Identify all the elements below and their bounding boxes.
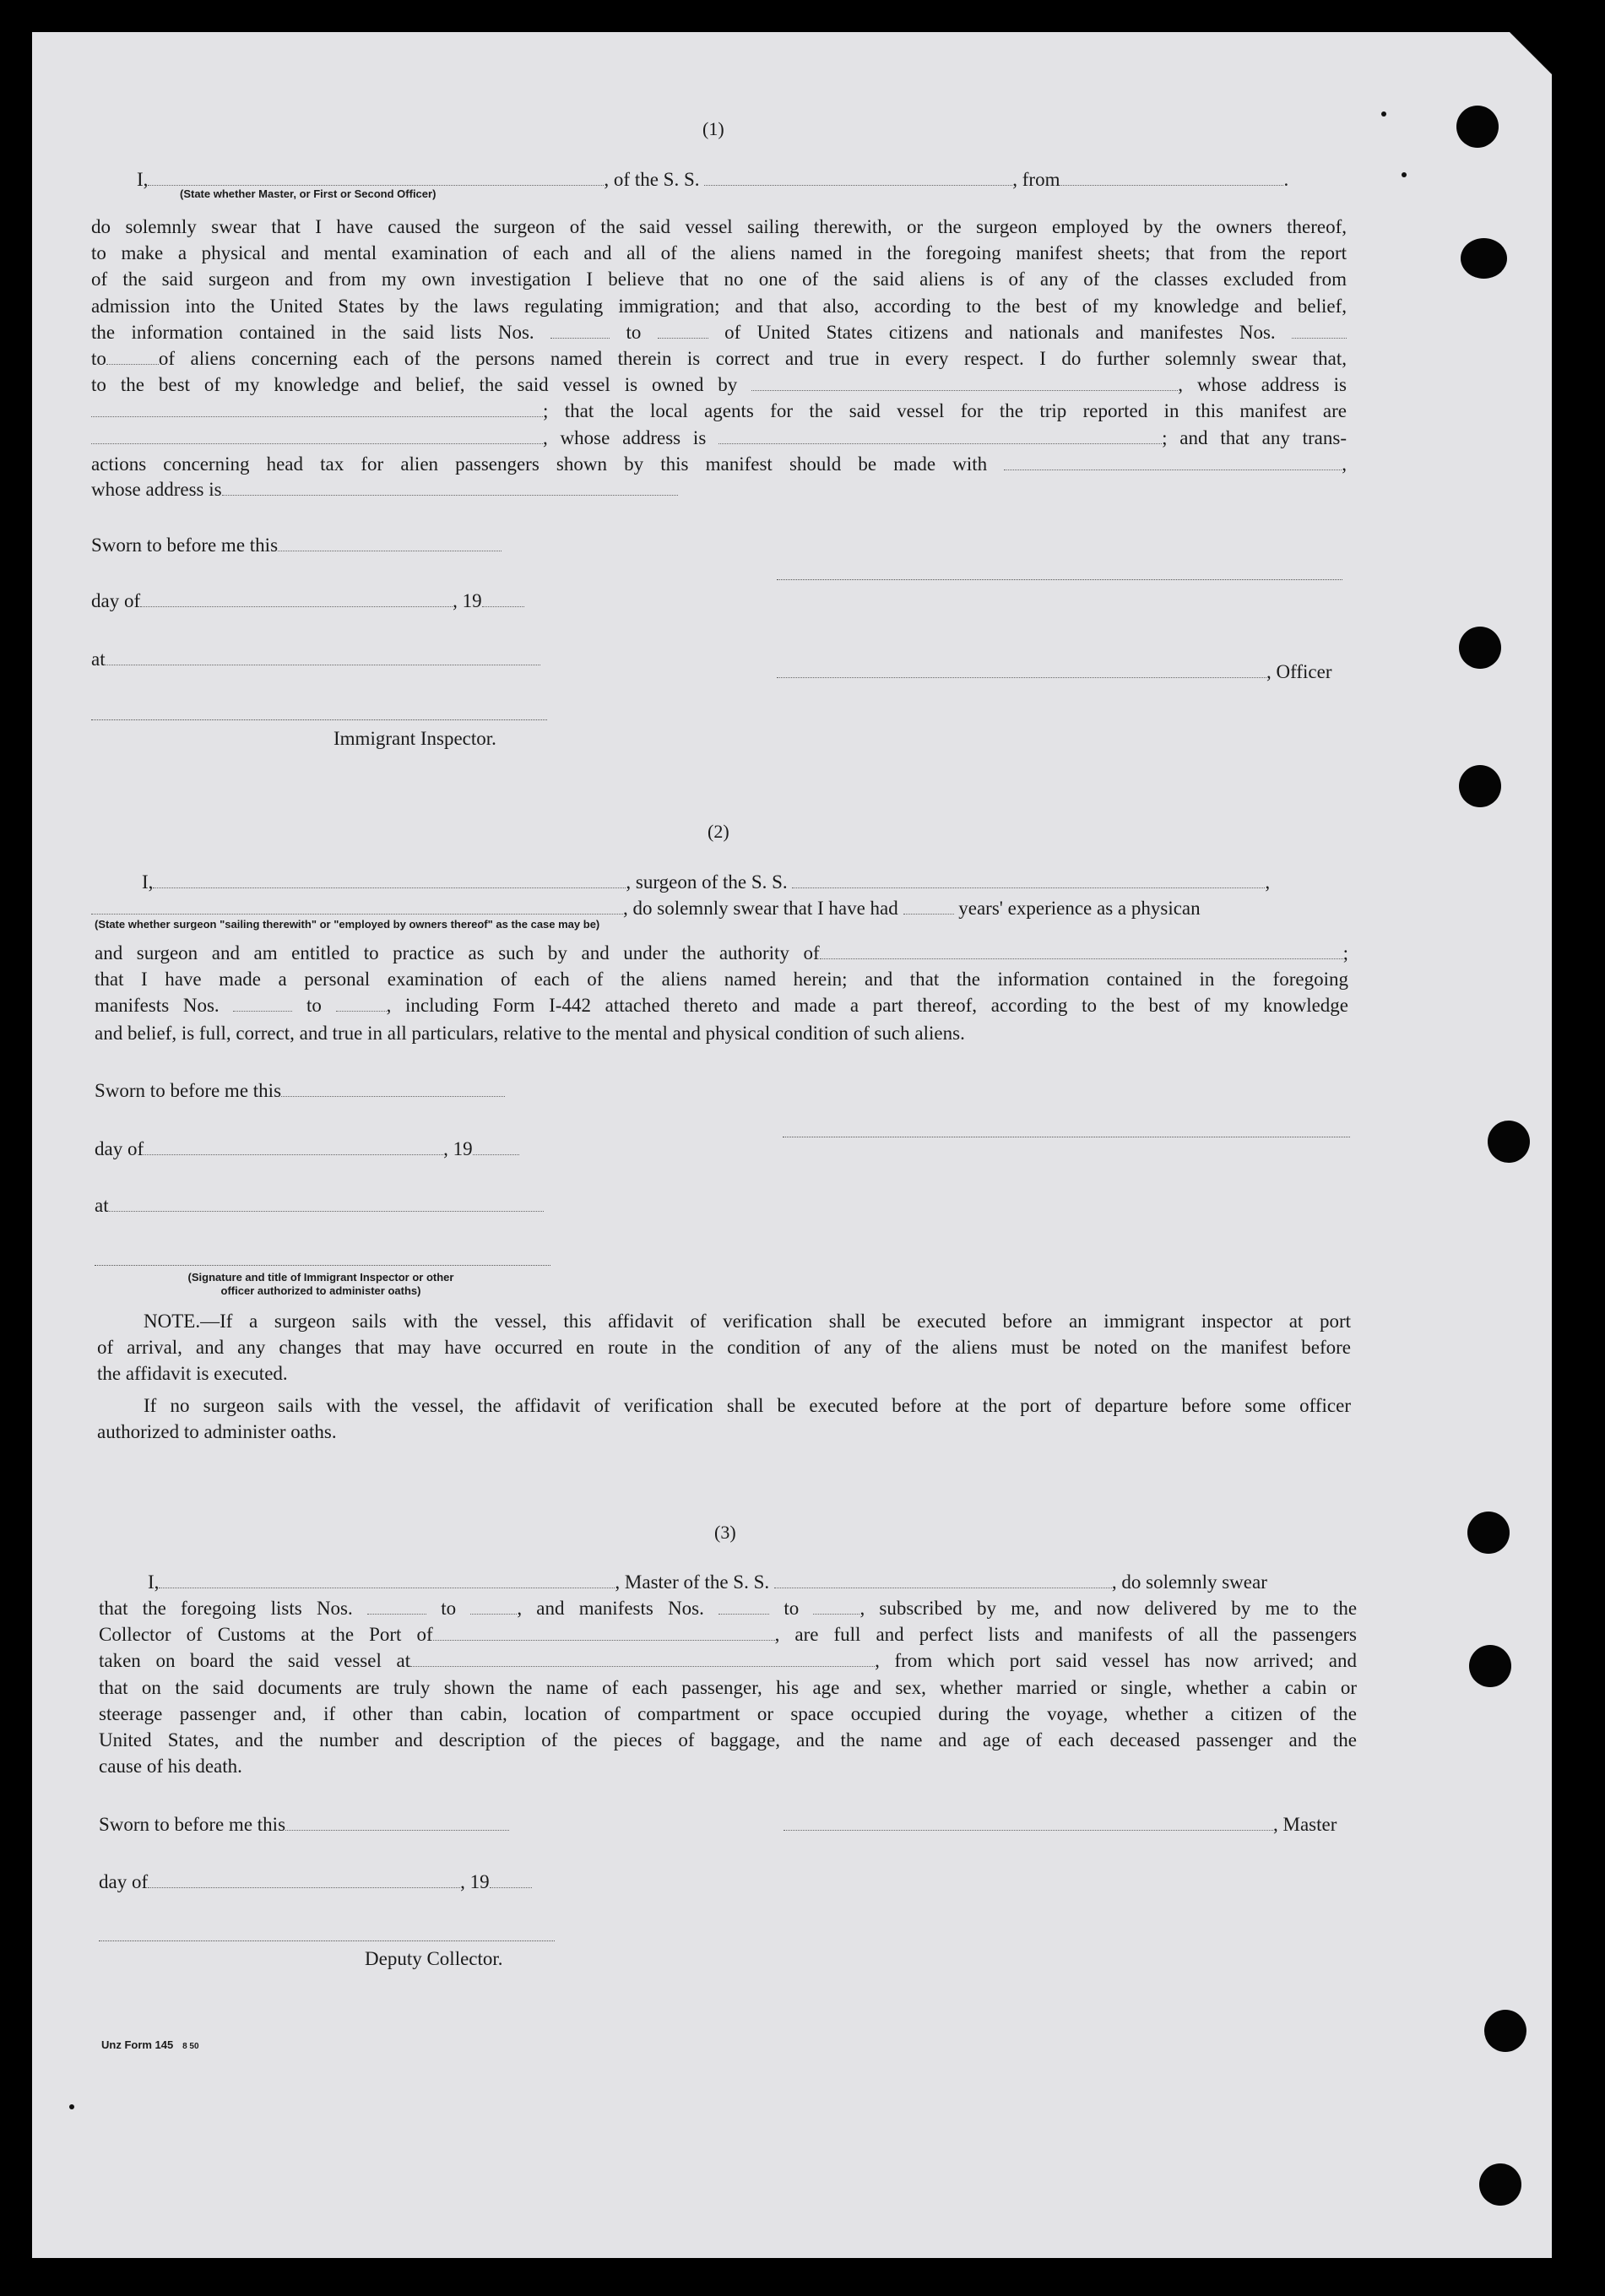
- section-2-number: (2): [708, 821, 729, 842]
- punch-hole: [1488, 1121, 1530, 1163]
- s3-last-line: cause of his death.: [99, 1756, 242, 1777]
- s3-day-of: day of , 19: [99, 1869, 532, 1895]
- s2-inspector-line: [95, 1265, 550, 1266]
- s2-signature-hint: (Signature and title of Immigrant Inspector or other officer authorized to administer oaths): [187, 1271, 454, 1297]
- speck: [1402, 172, 1407, 177]
- punch-hole: [1461, 238, 1507, 279]
- s1-sworn: Sworn to before me this: [91, 532, 502, 558]
- s3-paragraph: that the foregoing lists Nos. to , and manifests Nos. to , subscribed by me, and now delivered by me to the Collector of Customs at the Port of , are full and perfect lists and manifests of all the passengers taken on board the said vessel at , from which port said vessel has now arrived; and that on the said documents are truly shown the name of each passenger, his age and sex, whether married or single, whether a cabin or steerage passenger and, if other than cabin, location of compartment or space occupied during the voyage, whether a citizen of the United States, and the number and description of the pieces of baggage, and the name and age of each deceased passenger and the: [99, 1595, 1357, 1753]
- s2-day-of: day of , 19: [95, 1136, 519, 1162]
- speck: [69, 2104, 74, 2109]
- s1-inspector-line: [91, 719, 547, 720]
- punch-hole: [1467, 1512, 1510, 1554]
- s3-master-line: , Master: [784, 1811, 1337, 1837]
- s1-day-of: day of , 19: [91, 588, 524, 614]
- punch-hole: [1484, 2010, 1526, 2052]
- punch-hole: [1459, 765, 1501, 807]
- speck: [1381, 111, 1386, 117]
- note-paragraph-1-end: the affidavit is executed.: [97, 1363, 288, 1384]
- punch-hole: [1459, 627, 1501, 669]
- s1-paragraph: do solemnly swear that I have caused the surgeon of the said vessel sailing therewith, or the surgeon employed by the owners thereof, to make a physical and mental examination of each and all of the aliens named in the foregoing manifest sheets; that from the report of the said surgeon and from my own investigation I believe that no one of the said aliens is of any of the classes excluded from admission into the United States by the laws regulating immigration; and that also, according to the best of my knowledge and belief, the information contained in the said lists Nos. to of United States citizens and nationals and manifestes Nos. to of aliens concerning each of the persons named therein is correct and true in every respect. I do further solemnly swear that, to the best of my knowledge and belief, the said vessel is owned by , whose address is ; that the local agents for the said vessel for the trip reported in this manifest are , whose address is ; and that any trans- actions concerning head tax for alien passengers shown by this manifest should be made with ,: [91, 216, 1347, 475]
- s3-sworn: Sworn to before me this: [99, 1811, 509, 1837]
- s2-line-6: and belief, is full, correct, and true in all particulars, relative to the mental and physical condition of such aliens.: [95, 1023, 965, 1044]
- s2-line-1: I, , surgeon of the S. S. ,: [142, 869, 1270, 895]
- s1-at: at: [91, 646, 540, 672]
- note-paragraph-2: If no surgeon sails with the vessel, the affidavit of verification shall be executed before at the port of departure before some officer: [144, 1395, 1351, 1416]
- s2-surgeon-hint: (State whether surgeon "sailing therewith" or "employed by owners thereof" as the case may be): [95, 918, 600, 931]
- note-paragraph-1: NOTE.—If a surgeon sails with the vessel, this affidavit of verification shall be executed before an immigrant inspector at port of arrival, and any changes that may have occurred en route in the condition of any of the aliens must be noted on the manifest before: [97, 1311, 1351, 1359]
- s1-signature-line: [777, 579, 1342, 580]
- s2-at: at: [95, 1192, 544, 1219]
- s2-sworn: Sworn to before me this: [95, 1077, 505, 1104]
- punch-hole: [1469, 1645, 1511, 1687]
- s1-line-12: whose address is: [91, 476, 678, 502]
- s1-officer-hint: (State whether Master, or First or Second Officer): [180, 187, 436, 200]
- section-3-number: (3): [714, 1522, 736, 1543]
- s3-collector-line: [99, 1940, 555, 1941]
- s1-line-1: I, , of the S. S. , from .: [137, 166, 1288, 193]
- s1-inspector: Immigrant Inspector.: [333, 728, 496, 749]
- form-number: Unz Form 145 8 50: [101, 2038, 199, 2051]
- section-1-number: (1): [702, 118, 724, 139]
- page-corner-fold: [1510, 32, 1552, 74]
- s1-officer-line: , Officer: [777, 659, 1331, 685]
- s2-line-2: , do solemnly swear that I have had years' experience as a physican: [91, 895, 1201, 921]
- s3-collector: Deputy Collector.: [365, 1948, 503, 1969]
- s2-paragraph: and surgeon and am entitled to practice as such by and under the authority of ; that I have made a personal examination of each of the aliens named herein; and that the information contained in the foregoing manifests Nos. to , including Form I-442 attached thereto and made a part thereof, according to the best of my knowledge: [95, 940, 1348, 1019]
- s3-line-1: I, , Master of the S. S. , do solemnly swear: [148, 1569, 1267, 1595]
- punch-hole: [1479, 2163, 1521, 2206]
- punch-hole: [1456, 106, 1499, 148]
- note-paragraph-2-end: authorized to administer oaths.: [97, 1421, 337, 1442]
